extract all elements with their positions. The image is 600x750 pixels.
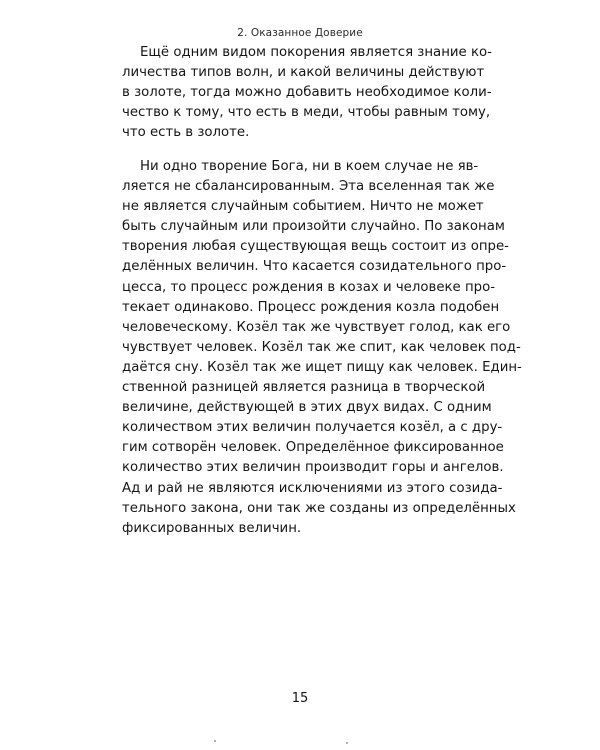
scan-speck — [346, 742, 348, 744]
paragraph-line: Ни одно творение Бога, ни в коем случае не яв- — [140, 159, 479, 174]
paragraph-line: ляется не сбалансированным. Эта вселенная так же — [122, 179, 495, 195]
paragraph-1 — [122, 43, 492, 143]
paragraph-line: что есть в золоте. — [122, 125, 250, 141]
paragraph-line: количеством этих величин получается козёл, а с дру- — [122, 420, 503, 436]
paragraph-line: тельного закона, они так же созданы из определённых — [122, 500, 516, 516]
scan-speck — [214, 740, 216, 742]
paragraph-line: быть случайным или произойти случайно. По законам — [122, 219, 505, 235]
paragraph-line: личества типов волн, и какой величины действуют — [122, 65, 485, 81]
paragraph-line: цесса, то процесс рождения в козах и человеке про- — [122, 279, 496, 295]
paragraph-line: в золоте, тогда можно добавить необходимое коли- — [122, 85, 492, 101]
paragraph-line: не является случайным событием. Ничто не может — [122, 199, 484, 215]
paragraph-line: чество к тому, что есть в меди, чтобы равным тому, — [122, 105, 491, 121]
paragraph-line: чувствует человек. Козёл так же спит, как человек под- — [122, 339, 521, 355]
paragraph-line: текает одинаково. Процесс рождения козла подобен — [122, 299, 500, 315]
paragraph-line: ственной разницей является разница в творческой — [122, 380, 486, 396]
paragraph-line: фиксированных величин. — [122, 520, 302, 536]
paragraph-line: количество этих величин производит горы и ангелов. — [122, 460, 504, 476]
paragraph-line: Ещё одним видом покорения является знание ко- — [140, 45, 492, 60]
page-number: 15 — [291, 691, 309, 706]
paragraph-2 — [122, 157, 522, 539]
paragraph-line: Ад и рай не являются исключениями из этого созида- — [122, 480, 503, 496]
paragraph-line: человеческому. Козёл так же чувствует голод, как его — [122, 319, 511, 335]
paragraph-line: делённых величин. Что касается созидательного про- — [122, 259, 507, 275]
paragraph-line: даётся сну. Козёл так же ищет пищу как человек. Един- — [122, 359, 522, 375]
running-header: 2. Оказанное Доверие — [237, 27, 363, 39]
paragraph-line: творения любая существующая вещь состоит из опре- — [122, 239, 509, 255]
paragraph-line: величине, действующей в этих двух видах. С одним — [122, 400, 492, 416]
paragraph-line: гим сотворён человек. Определённое фиксированное — [122, 440, 504, 456]
